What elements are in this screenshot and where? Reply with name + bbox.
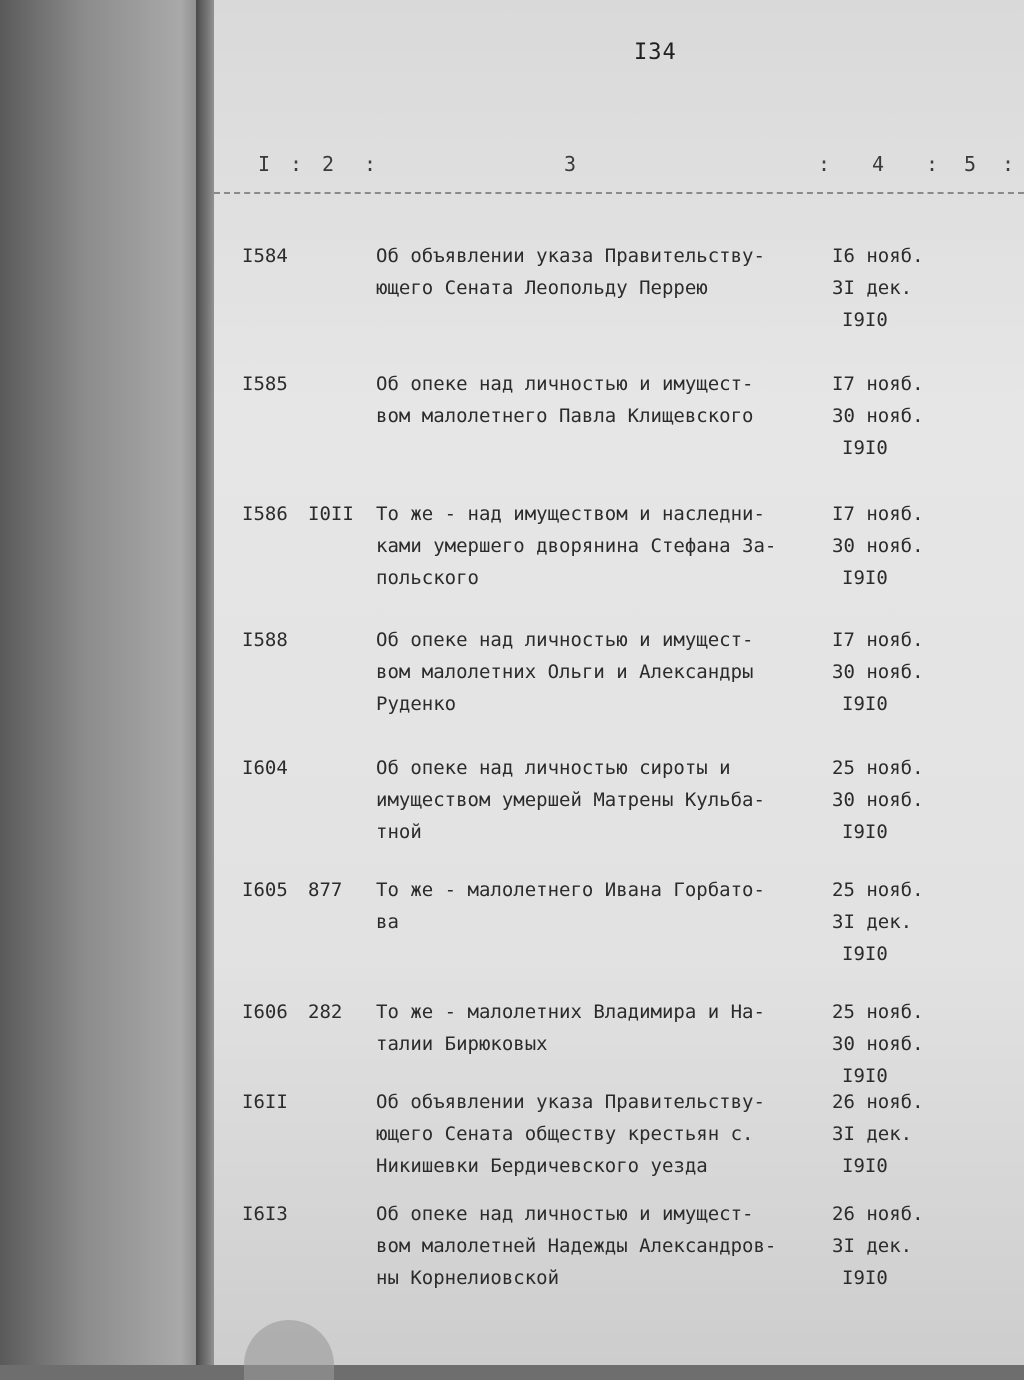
entry-year: I9I0 (842, 1155, 888, 1177)
entry-number: I6I3 (242, 1203, 288, 1225)
entry-year: I9I0 (842, 567, 888, 589)
entry-description-line: Руденко (376, 693, 457, 715)
entry-description-line: Об объявлении указа Правительству- (376, 245, 765, 267)
entry-date-start: 25 нояб. (832, 1001, 924, 1023)
entry-year: I9I0 (842, 309, 888, 331)
entry-description-line: ва (376, 911, 399, 933)
entry-description-line: То же - малолетних Владимира и На- (376, 1001, 765, 1023)
entry-year: I9I0 (842, 693, 888, 715)
entry-date-start: 26 нояб. (832, 1203, 924, 1225)
entry-date-end: 30 нояб. (832, 789, 924, 811)
column-separator: : (818, 152, 831, 176)
entry-description-line: Никишевки Бердичевского уезда (376, 1155, 708, 1177)
entry-number: I584 (242, 245, 288, 267)
column-separator: : (290, 152, 303, 176)
entry-year: I9I0 (842, 437, 888, 459)
entry-number: I588 (242, 629, 288, 651)
column-header-4: 4 (872, 152, 885, 176)
entry-description-line: вом малолетнего Павла Клищевского (376, 405, 754, 427)
entry-description-line: Об объявлении указа Правительству- (376, 1091, 765, 1113)
entry-description-line: ющего Сената обществу крестьян с. (376, 1123, 754, 1145)
entry-number: I604 (242, 757, 288, 779)
facing-page (0, 0, 212, 1365)
entry-date-start: 26 нояб. (832, 1091, 924, 1113)
entry-reference: 877 (308, 879, 343, 901)
entry-description-line: ющего Сената Леопольду Перрею (376, 277, 708, 299)
entry-description-line: тной (376, 821, 422, 843)
entry-description-line: То же - над имуществом и наследни- (376, 503, 765, 525)
entry-date-end: 3I дек. (832, 1235, 913, 1257)
entry-description-line: Об опеке над личностью и имущест- (376, 1203, 754, 1225)
column-header-1: I (258, 152, 271, 176)
entry-description-line: польского (376, 567, 479, 589)
entry-number: I585 (242, 373, 288, 395)
entry-description-line: Об опеке над личностью и имущест- (376, 373, 754, 395)
entry-date-end: 3I дек. (832, 1123, 913, 1145)
entry-description-line: Об опеке над личностью и имущест- (376, 629, 754, 651)
entry-description-line: То же - малолетнего Ивана Горбато- (376, 879, 765, 901)
entry-number: I605 (242, 879, 288, 901)
entry-date-end: 30 нояб. (832, 535, 924, 557)
entry-number: I606 (242, 1001, 288, 1023)
entry-date-end: 30 нояб. (832, 661, 924, 683)
entry-year: I9I0 (842, 943, 888, 965)
entry-description-line: Об опеке над личностью сироты и (376, 757, 731, 779)
entry-date-start: I7 нояб. (832, 373, 924, 395)
header-rule (214, 192, 1024, 194)
entry-reference: I0II (308, 503, 354, 525)
entry-date-end: 3I дек. (832, 911, 913, 933)
entry-description-line: ны Корнелиовской (376, 1267, 560, 1289)
entry-description-line: вом малолетней Надежды Александров- (376, 1235, 777, 1257)
entry-number: I586 (242, 503, 288, 525)
column-separator: : (1002, 152, 1015, 176)
entry-description-line: вом малолетних Ольги и Александры (376, 661, 754, 683)
entry-year: I9I0 (842, 1267, 888, 1289)
document-page (214, 0, 1024, 1365)
entry-reference: 282 (308, 1001, 343, 1023)
entry-description-line: имуществом умершей Матрены Кульба- (376, 789, 765, 811)
entry-date-end: 30 нояб. (832, 405, 924, 427)
entry-year: I9I0 (842, 1065, 888, 1087)
entry-date-start: I6 нояб. (832, 245, 924, 267)
column-header-3: 3 (564, 152, 577, 176)
entry-date-start: 25 нояб. (832, 879, 924, 901)
entry-date-start: I7 нояб. (832, 503, 924, 525)
entry-date-end: 3I дек. (832, 277, 913, 299)
page-number: I34 (634, 40, 677, 65)
entry-description-line: талии Бирюковых (376, 1033, 548, 1055)
entry-date-start: 25 нояб. (832, 757, 924, 779)
column-separator: : (926, 152, 939, 176)
column-separator: : (364, 152, 377, 176)
column-header-2: 2 (322, 152, 335, 176)
entry-date-end: 30 нояб. (832, 1033, 924, 1055)
entry-date-start: I7 нояб. (832, 629, 924, 651)
entry-year: I9I0 (842, 821, 888, 843)
column-header-5: 5 (964, 152, 977, 176)
entry-number: I6II (242, 1091, 288, 1113)
entry-description-line: ками умершего дворянина Стефана За- (376, 535, 777, 557)
